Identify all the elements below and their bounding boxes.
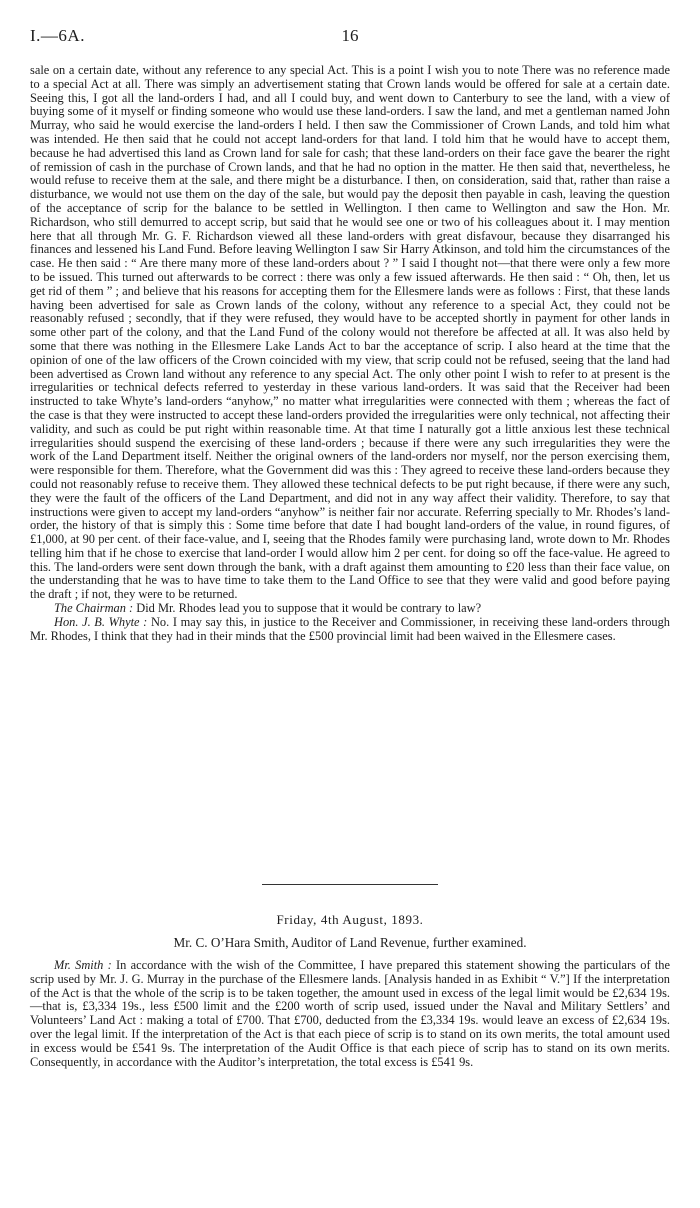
paper-reference: I.—6A. bbox=[30, 26, 85, 45]
statement-text: In accordance with the wish of the Committee, I have prepared this statement showing the particulars of the scrip used by Mr. J. G. Murray in the purchase of the Ellesmere lands. [Analysis handed in as Exhibit “ V.”] If the interpretation of the Act is that the whole of the scrip is to be taken together, the amount used in excess of the legal limit would be £2,634 19s. —that is, £3,334 19s., less £500 limit and the £200 worth of scrip used, issued under the Naval and Military Settlers’ and Volunteers’ Land Act : making a total of £700. That £700, deducted from the £3,334 19s. would leave an excess of £2,634 19s. over the legal limit. If the interpretation of the Act is that each piece of scrip is to stand on its own merits, the total amount used in excess would be £541 9s. The interpretation of the Audit Office is that each piece of scrip has to stand on its own merits. Consequently, in accordance with the Auditor’s interpretation, the total excess is £541 9s. bbox=[30, 958, 670, 1069]
page-header bbox=[30, 26, 670, 48]
statement-speaker: Mr. Smith : bbox=[54, 958, 112, 972]
next-sitting-section bbox=[30, 912, 670, 1069]
continued-paragraph: sale on a certain date, without any reference to any special Act. This is a point I wish you to note There was no reference made to a special Act at all. There was simply an advertisement stating that Crown lands would be offered for sale at a certain date. Seeing this, I got all the land-orders I had, and all I could buy, and went down to Canterbury to see the land, with a view of buying some of it myself or finding someone who would use these land-orders. I saw the land, and met a gentleman named John Murray, who said he would exercise the land-orders I held. I then saw the Commissioner of Crown Lands, and told him what was intended. He then said that he could not accept land-orders for that land. I told him that he would have to accept them, because he had advertised this land as Crown land for sale for cash; that these land-orders on their face gave the bearer the right of remission of cash in the purchase of Crown lands, and that he had no option in the matter. He then said that, nevertheless, he would refuse to receive them at the sale, and there might be a disturbance. I then, on consideration, said that, rather than raise a disturbance, we would not use them on the day of the sale, but would pay the deposit then payable in cash, leaving the question of the acceptance of scrip for the balance to be settled in Wellington. I then came to Wellington and saw the Hon. Mr. Richardson, who still demurred to accept scrip, but said that he would see one or two of his colleagues about it. I may mention here that all through Mr. G. F. Richardson viewed all these land-orders with great disfavour, because they disarranged his finances and lessened his Land Fund. Before leaving Wellington I saw Sir Harry Atkinson, and told him the circumstances of the case. He then said : “ Are there many more of these land-orders about ? ” I said I thought not—that there were only a few more to be issued. This turned out afterwards to be correct : there was only a few issued afterwards. He then said : “ Oh, then, let us get rid of them ” ; and believe that his reasons for accepting them for the Ellesmere lands were as follows : First, that these lands having been advertised for sale as Crown lands of the colony, without any reference to a special Act, they could not be reasonably refused ; secondly, that if they were refused, they would have to be accepted shortly in payment for other lands in some other part of the colony, and that the Land Fund of the colony would not therefore be affected at all. It was also held by some that there was nothing in the Ellesmere Lake Lands Act to bar the acceptance of scrip. I also heard at the time that the opinion of one of the law officers of the Crown coincided with my view, that scrip could not be refused, seeing that the land had been advertised as Crown land without any reference to any special Act. The only other point I wish to refer to at present is the irregularities or technical defects referred to yesterday in these various land-orders. It was said that the Receiver had been instructed to take Whyte’s land-orders “anyhow,” no matter what irregularities were connected with them ; whereas the fact of the case is that they were instructed to accept these land-orders provided the irregularities were only technical, not affecting their validity, and such as could be put right within reasonable time. At that time I naturally got a little anxious lest these technical irregularities should suspend the exercising of these land-orders ; because if there were any such irregularities they were the work of the Land Department itself. Neither the original owners of the land-orders nor myself, nor the person exercising them, were responsible for them. Therefore, what the Government did was this : They agreed to receive these land-orders because they could not reasonably refuse to receive them. They allowed these technical defects to be put right because, if there were any such, they were the fault of the officers of the Land Department, and did not in any way affect their validity. Therefore, to say that instructions were given to accept my land-orders “anyhow” is neither fair nor accurate. Referring specially to Mr. Rhodes’s land-order, the history of that is simply this : Some time before that date I had bought land-orders of the value, in round figures, of £1,000, at 90 per cent. of their face-value, and I, seeing that the Rhodes family were purchasing land, wrote down to Mr. Rhodes telling him that if he chose to exercise that land-order I would allow him 2 per cent. for doing so off the face-value. He agreed to this. The land-orders were sent down through the bank, with a draft against them amounting to £20 less than their face value, on the understanding that he was to have time to take them to the Land Office to see that they were valid and good before paying the draft ; if not, they were to be returned. bbox=[30, 63, 670, 602]
question-paragraph bbox=[30, 602, 670, 616]
witness-statement bbox=[30, 959, 670, 1069]
evidence-text bbox=[30, 64, 670, 643]
answer-text: No. I may say this, in justice to the Receiver and Commissioner, in receiving these land-orders through Mr. Rhodes, I think that they had in their minds that the £500 provincial limit had been waived in the Ellesmere cases. bbox=[30, 614, 670, 643]
witness-heading: Mr. C. O’Hara Smith, Auditor of Land Revenue, further examined. bbox=[173, 935, 527, 950]
answer-paragraph bbox=[30, 616, 670, 644]
question-text: Did Mr. Rhodes lead you to suppose that it would be contrary to law? bbox=[136, 601, 482, 616]
sitting-date-heading: Friday, 4th August, 1893. bbox=[276, 912, 424, 927]
answer-speaker: Hon. J. B. Whyte : bbox=[54, 614, 148, 629]
section-divider bbox=[262, 884, 438, 885]
question-speaker: The Chairman : bbox=[54, 601, 134, 616]
page-number: 16 bbox=[341, 26, 359, 45]
